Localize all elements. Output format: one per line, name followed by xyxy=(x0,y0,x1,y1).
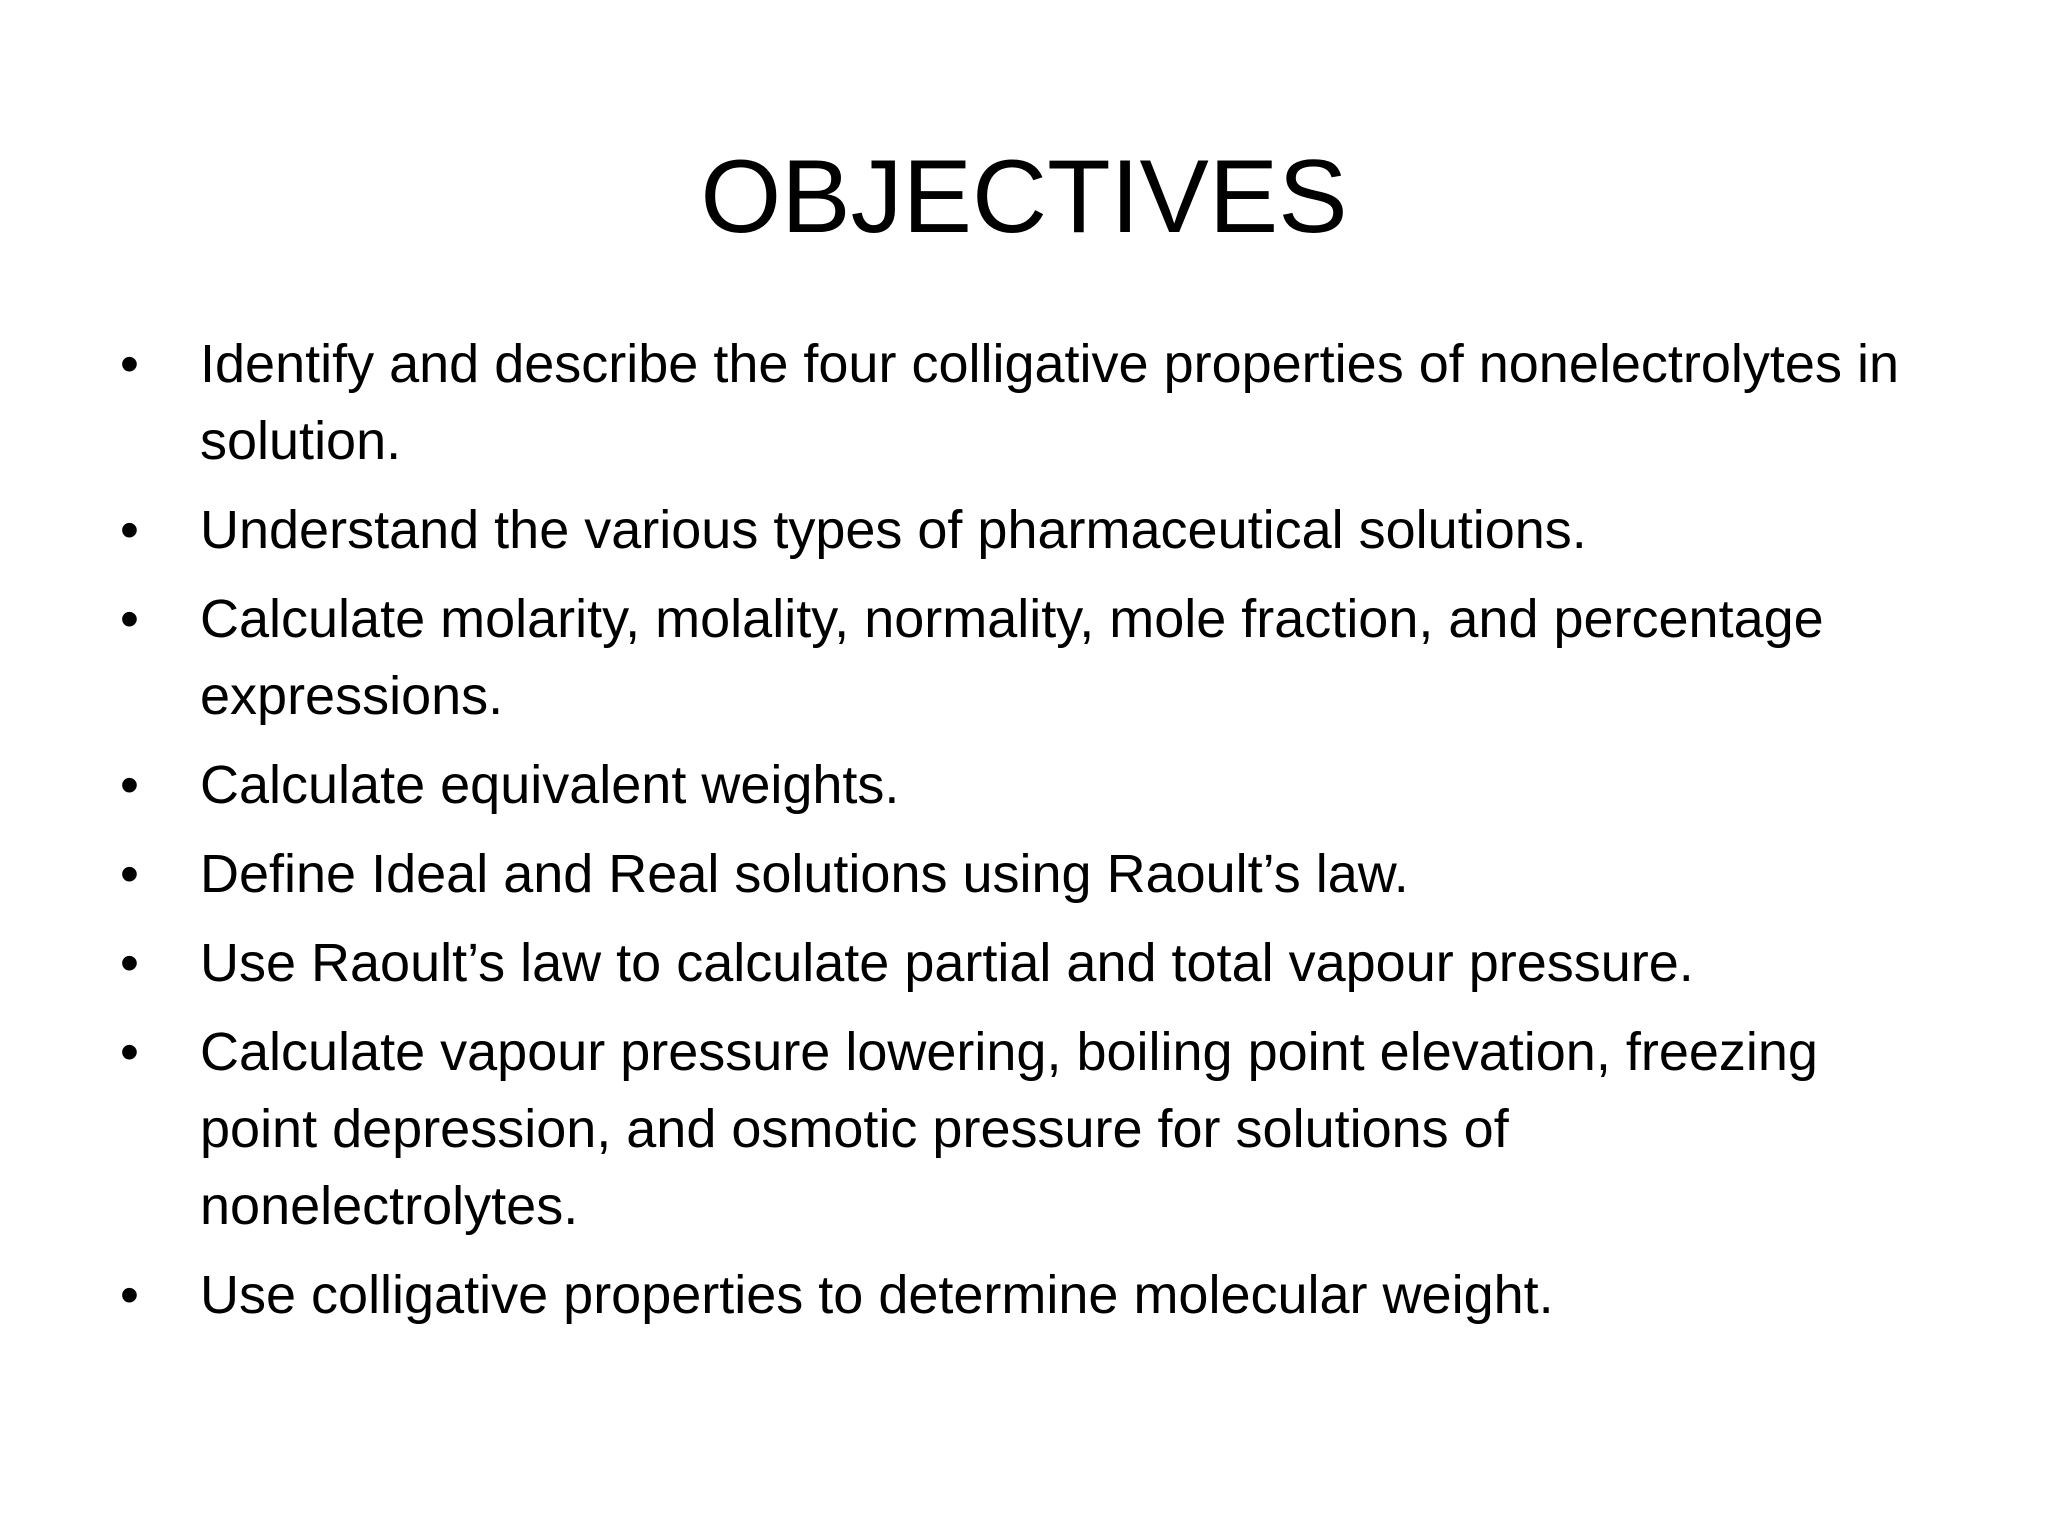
objective-item-2 xyxy=(120,492,1900,569)
bullet-icon: • xyxy=(120,844,139,904)
bullet-icon: • xyxy=(120,1265,139,1325)
slide-title: OBJECTIVES xyxy=(700,139,1348,255)
bullet-icon: • xyxy=(120,1022,139,1082)
objective-item-6 xyxy=(120,925,1900,1002)
bullet-icon: • xyxy=(120,755,139,815)
objective-item-8 xyxy=(120,1257,1900,1334)
objectives-list xyxy=(120,326,1900,1346)
objective-item-7 xyxy=(120,1014,1900,1245)
objective-item-3 xyxy=(120,581,1900,735)
objective-text: Understand the various types of pharmaceutical solutions. xyxy=(200,500,1587,560)
objective-text: Define Ideal and Real solutions using Raoult’s law. xyxy=(200,844,1409,904)
objective-text: Use Raoult’s law to calculate partial and total vapour pressure. xyxy=(200,933,1694,993)
objective-text: Calculate molarity, molality, normality, mole fraction, and percentage expressions. xyxy=(200,589,1824,726)
objective-item-1 xyxy=(120,326,1900,480)
objective-text: Identify and describe the four colligative properties of nonelectrolytes in solution. xyxy=(200,334,1899,471)
objective-text: Calculate equivalent weights. xyxy=(200,755,900,815)
objective-text: Use colligative properties to determine molecular weight. xyxy=(200,1265,1554,1325)
bullet-icon: • xyxy=(120,933,139,993)
objective-item-4 xyxy=(120,747,1900,824)
bullet-icon: • xyxy=(120,589,139,649)
bullet-icon: • xyxy=(120,500,139,560)
objective-item-5 xyxy=(120,836,1900,913)
objective-text: Calculate vapour pressure lowering, boiling point elevation, freezing point depression, and osmotic pressure for solutions of nonelectrolytes. xyxy=(200,1022,1818,1236)
bullet-icon: • xyxy=(120,334,139,394)
